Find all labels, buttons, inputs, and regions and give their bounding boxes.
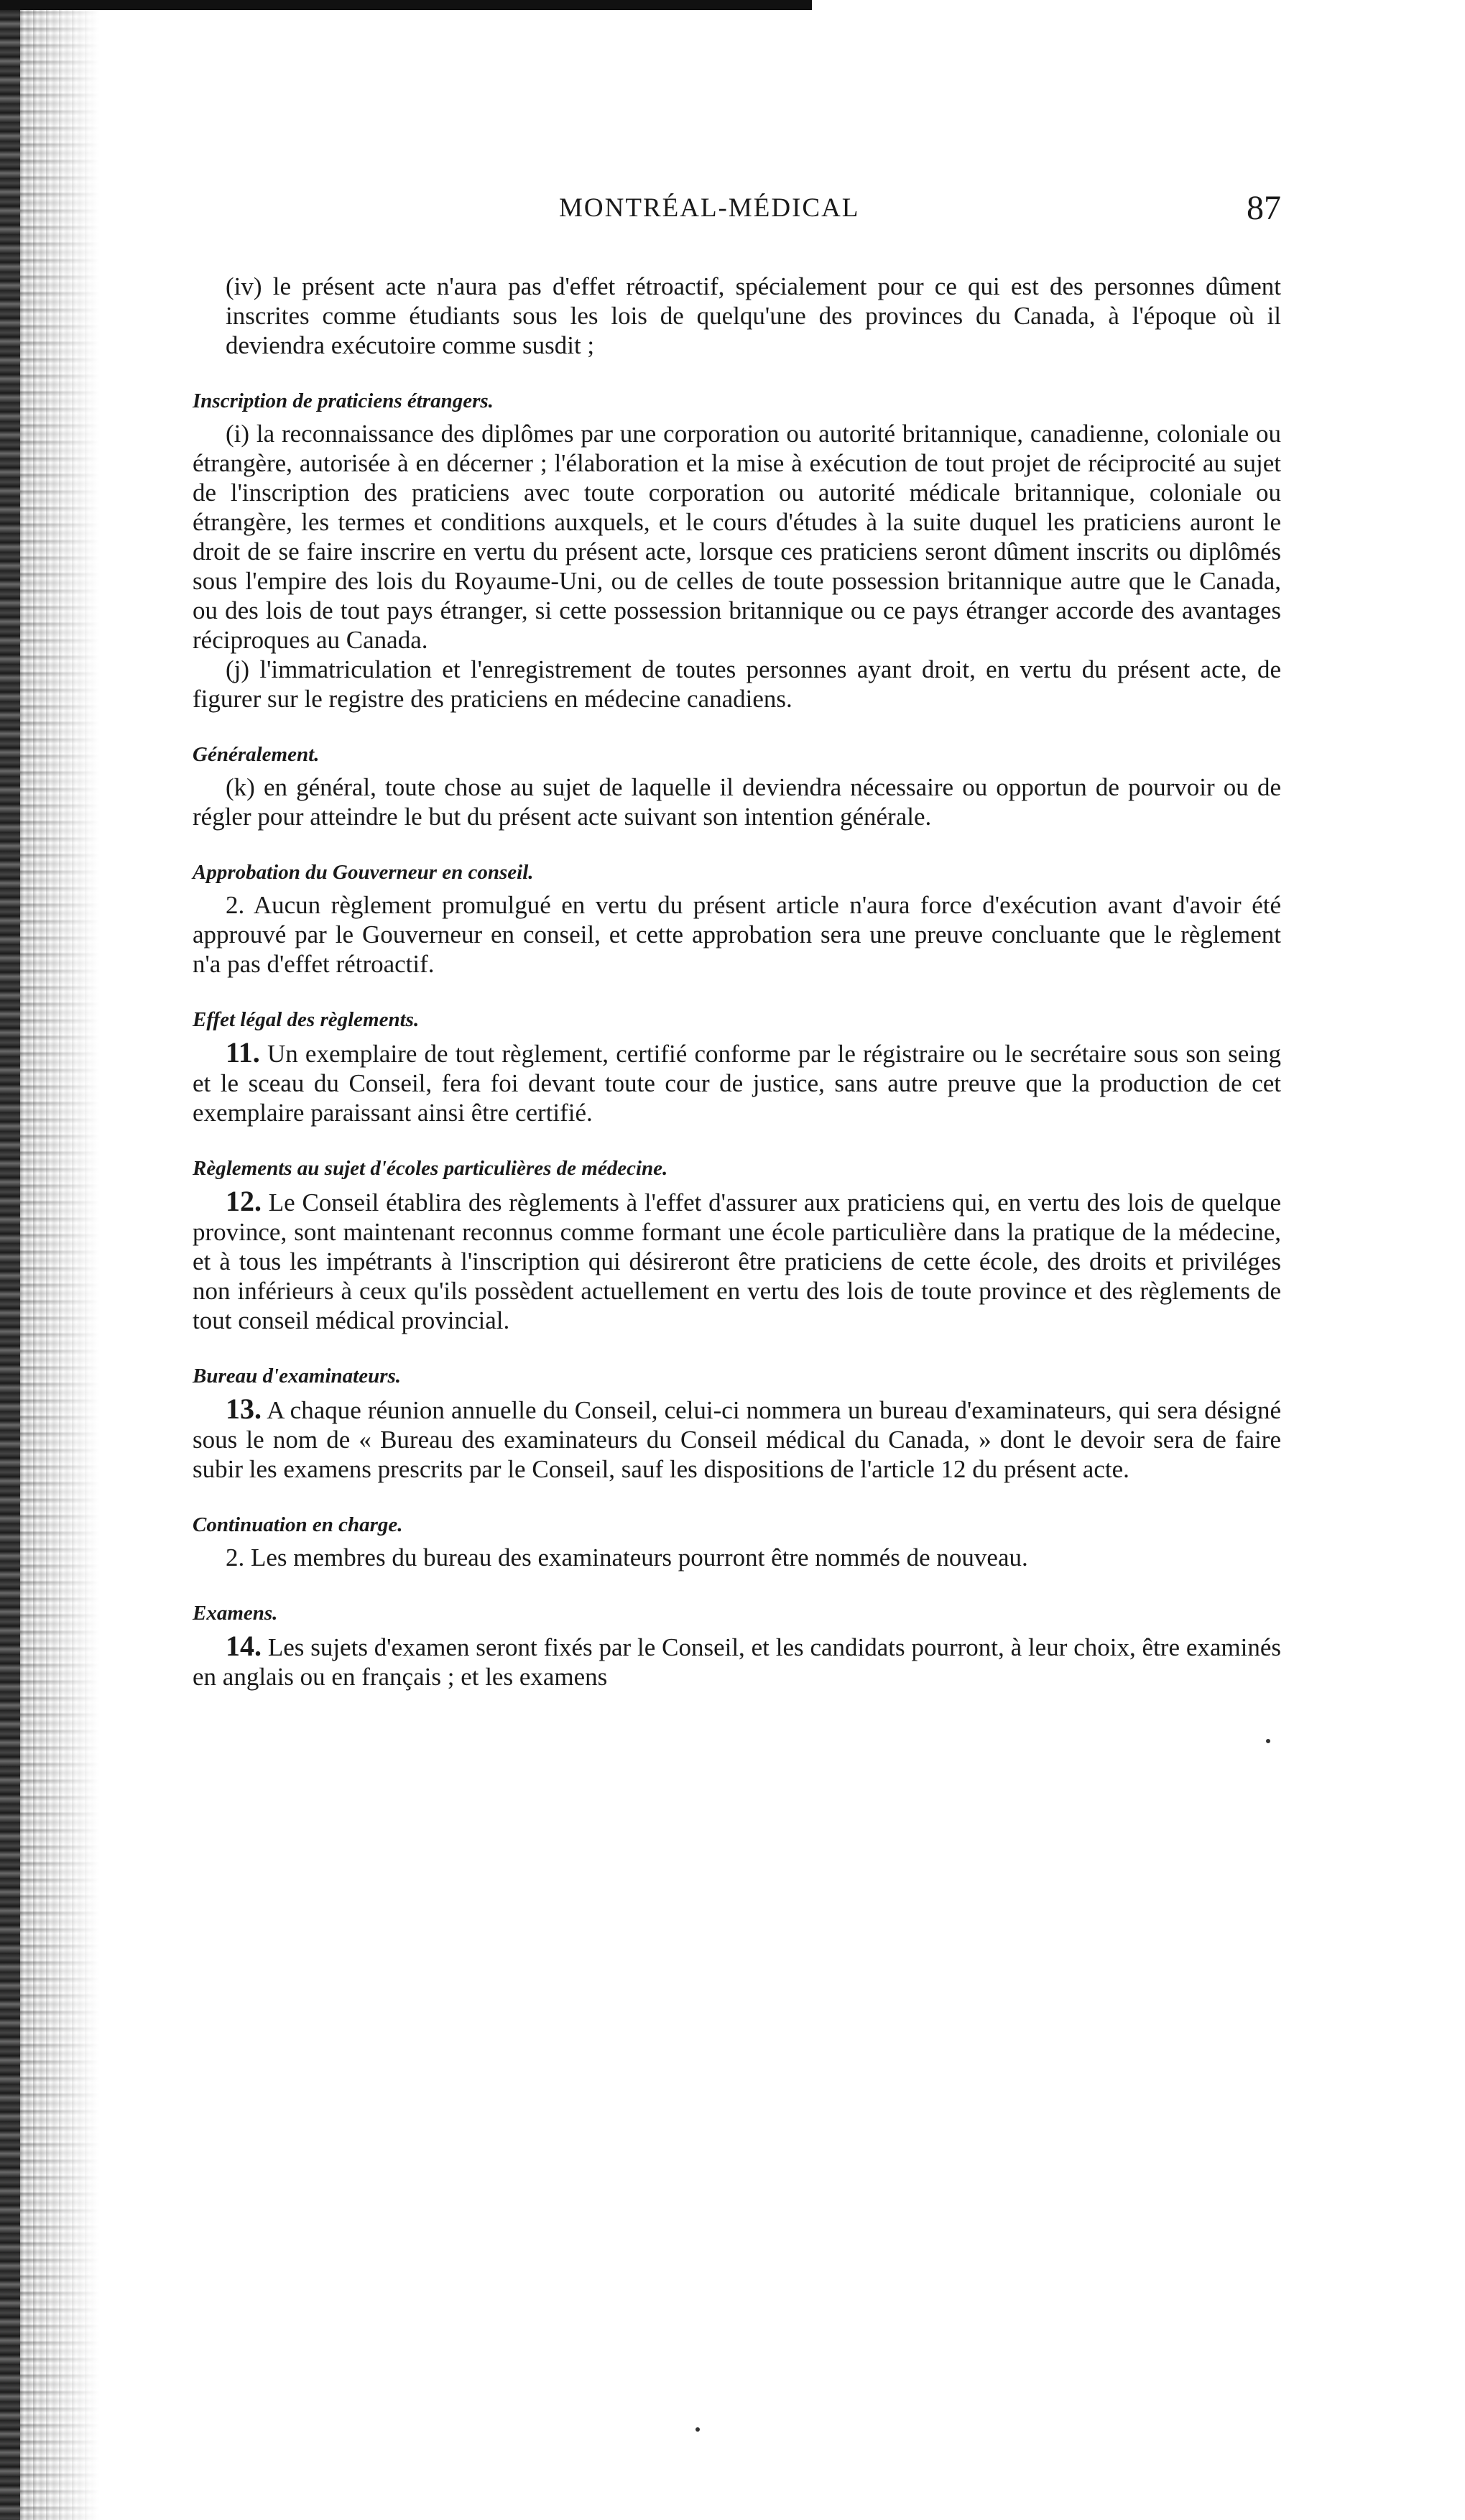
marginal-heading: Effet légal des règlements. — [193, 1008, 420, 1031]
page-header — [193, 188, 1281, 239]
section — [193, 272, 1281, 360]
section-number: 11. — [226, 1036, 260, 1069]
paragraph-text: Le Conseil établira des règlements à l'effet d'assurer aux praticiens qui, en vertu des lois de quelque province, sont maintenant reconnus comme formant une école particulière dans la pratique de la médecine, et à tous les impétrants à l'inscription qui désireront être praticiens de cette école, des droits et priviléges non inférieurs à ceux qu'ils possèdent actuellement en vertu des lois de toute province et des règlements de tout conseil médical provincial. — [193, 1189, 1281, 1334]
body-text — [193, 272, 1281, 1691]
section — [193, 1511, 1281, 1572]
paragraph-text: 2. Les membres du bureau des examinateurs pourront être nommés de nouveau. — [226, 1543, 1028, 1571]
paragraph — [193, 772, 1281, 831]
paragraph-text: (k) en général, toute chose au sujet de laquelle il deviendra nécessaire ou opportun de pourvoir ou de régler pour atteindre le but du présent acte suivant son intention générale. — [193, 773, 1281, 831]
paragraph — [193, 1394, 1281, 1484]
paragraph — [193, 655, 1281, 714]
section-number: 14. — [226, 1630, 262, 1662]
page-number: 87 — [1247, 189, 1281, 227]
marginal-heading: Continuation en charge. — [193, 1513, 403, 1536]
marginal-heading: Approbation du Gouverneur en conseil. — [193, 861, 534, 884]
paragraph-text: (i) la reconnaissance des diplômes par une corporation ou autorité britannique, canadienne, coloniale ou étrangère, autorisée à en décerner ; l'élaboration et la mise à exécution de tout projet de réciprocité au sujet de l'inscription des praticiens avec toute corporation ou autorité médicale britannique, coloniale ou étrangère, les termes et conditions auxquels, et le cours d'études à la suite duquel les praticiens auront le droit de se faire inscrire en vertu du présent acte, lorsque ces praticiens seront dûment inscrits ou diplômés sous l'empire des lois du Royaume-Uni, ou de celles de toute possession britannique autre que le Canada, ou des lois de tout pays étranger, si cette possession britannique ou ce pays étranger accorde des avantages réciproques au Canada. — [193, 420, 1281, 654]
section — [193, 1155, 1281, 1335]
paragraph — [193, 1186, 1281, 1335]
section-number: 12. — [226, 1185, 262, 1217]
page — [193, 188, 1281, 1719]
binding-edge — [0, 10, 20, 2520]
marginal-heading: Bureau d'examinateurs. — [193, 1365, 402, 1388]
paragraph-text: Un exemplaire de tout règlement, certifié conforme par le régistraire ou le secrétaire sous son seing et le sceau du Conseil, fera foi devant toute cour de justice, sans autre preuve que la production de cet exemplaire paraissant ainsi être certifié. — [193, 1040, 1281, 1127]
paragraph — [193, 419, 1281, 655]
paragraph-text: A chaque réunion annuelle du Conseil, celui-ci nommera un bureau d'examinateurs, qui sera désigné sous le nom de « Bureau des examinateurs du Conseil médical du Canada, » dont le devoir sera de faire subir les examens prescrits par le Conseil, sauf les dispositions de l'article 12 du présent acte. — [193, 1396, 1281, 1483]
paragraph-text: 2. Aucun règlement promulgué en vertu du présent article n'aura force d'exécution avant d'avoir été approuvé par le Gouverneur en conseil, et cette approbation sera une preuve concluante que le règlement n'a pas d'effet rétroactif. — [193, 891, 1281, 978]
binding-shadow — [20, 10, 99, 2520]
section — [193, 859, 1281, 979]
paragraph-text: (j) l'immatriculation et l'enregistrement de toutes personnes ayant droit, en vertu du présent acte, de figurer sur le registre des praticiens en médecine canadiens. — [193, 655, 1281, 713]
marginal-heading: Règlements au sujet d'écoles particulières de médecine. — [193, 1157, 668, 1180]
paragraph — [193, 890, 1281, 979]
section — [193, 1006, 1281, 1127]
marginal-heading: Examens. — [193, 1602, 278, 1625]
paragraph-text: (iv) le présent acte n'aura pas d'effet rétroactif, spécialement pour ce qui est des personnes dûment inscrites comme étudiants sous les lois de quelqu'une des provinces du Canada, à l'époque où il deviendra exécutoire comme susdit ; — [226, 272, 1281, 359]
stray-mark — [1266, 1739, 1270, 1743]
marginal-heading: Inscription de praticiens étrangers. — [193, 389, 494, 412]
paragraph — [193, 272, 1281, 360]
section — [193, 387, 1281, 714]
section — [193, 741, 1281, 831]
marginal-heading: Généralement. — [193, 743, 320, 766]
section-number: 13. — [226, 1393, 262, 1425]
paragraph-text: Les sujets d'examen seront fixés par le Conseil, et les candidats pourront, à leur choix, être examinés en anglais ou en français ; et les examens — [193, 1633, 1281, 1691]
paragraph — [193, 1631, 1281, 1691]
top-rule — [0, 0, 812, 10]
section — [193, 1600, 1281, 1691]
stray-mark — [695, 2427, 700, 2432]
running-head: MONTRÉAL-MÉDICAL — [559, 193, 860, 223]
section — [193, 1362, 1281, 1484]
paragraph — [193, 1543, 1281, 1572]
paragraph — [193, 1038, 1281, 1127]
